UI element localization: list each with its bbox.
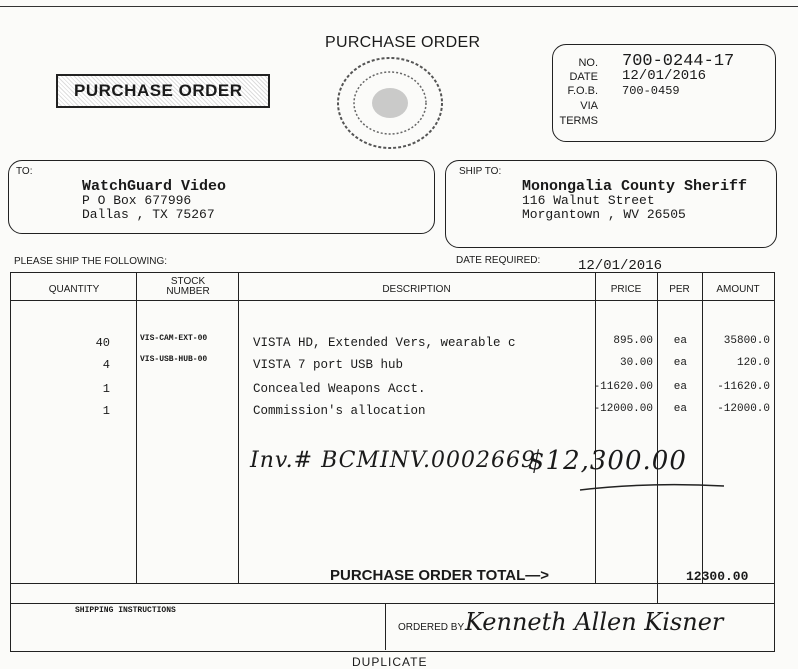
footer-divider xyxy=(385,603,386,650)
item-price: -11620.00 xyxy=(593,381,653,393)
county-seal xyxy=(335,55,445,151)
ship-to-name: Monongalia County Sheriff xyxy=(522,178,748,195)
item-desc: Commission's allocation xyxy=(253,404,426,418)
item-per: ea xyxy=(673,357,687,369)
item-per: ea xyxy=(673,403,687,415)
col-quantity: QUANTITY xyxy=(48,284,100,295)
col-divider-desc xyxy=(595,272,596,583)
col-divider-stock xyxy=(238,272,239,583)
stamp-label: PURCHASE ORDER xyxy=(74,81,243,100)
col-price: PRICE xyxy=(610,284,642,295)
ship-following-label: PLEASE SHIP THE FOLLOWING: xyxy=(14,256,168,267)
item-qty: 40 xyxy=(95,336,110,350)
item-qty: 4 xyxy=(102,358,110,372)
ship-to-address xyxy=(522,180,747,222)
item-amount: -11620.0 xyxy=(717,381,770,393)
col-amount: AMOUNT xyxy=(716,284,760,295)
vendor-address xyxy=(82,180,226,222)
top-rule xyxy=(0,6,798,7)
shipping-instructions-label: SHIPPING INSTRUCTIONS xyxy=(75,606,176,615)
vendor-line-2: Dallas , TX 75267 xyxy=(82,207,215,222)
handwritten-invoice-number: Inv.# BCMINV.0002669 xyxy=(250,448,536,473)
fob-value: 700-0459 xyxy=(622,84,680,98)
item-qty: 1 xyxy=(102,404,110,418)
item-desc: VISTA HD, Extended Vers, wearable c xyxy=(253,336,516,350)
po-number: 700-0244-17 xyxy=(622,52,735,71)
vendor-line-1: P O Box 677996 xyxy=(82,193,192,208)
item-desc: VISTA 7 port USB hub xyxy=(253,358,404,372)
handwritten-amount: $12,300.00 xyxy=(528,446,687,476)
col-divider-price xyxy=(657,272,658,583)
item-price: 895.00 xyxy=(613,335,653,347)
item-per: ea xyxy=(673,335,687,347)
item-stock: VIS-USB-HUB-00 xyxy=(140,355,208,364)
item-price: -12000.00 xyxy=(593,403,653,415)
order-date: 12/01/2016 xyxy=(622,68,707,84)
item-amount: 120.0 xyxy=(736,357,770,369)
ship-to-line-2: Morgantown , WV 26505 xyxy=(522,207,686,222)
duplicate-label: DUPLICATE xyxy=(352,655,428,669)
item-qty: 1 xyxy=(102,382,110,396)
ordered-by-signature: Kenneth Allen Kisner xyxy=(465,608,724,636)
via-label: VIA xyxy=(580,100,598,112)
item-price: 30.00 xyxy=(619,357,653,369)
item-amount: -12000.0 xyxy=(717,403,770,415)
no-label: NO. xyxy=(578,57,598,69)
page-title: PURCHASE ORDER xyxy=(325,34,481,51)
ordered-by-label: ORDERED BY xyxy=(398,622,465,633)
item-per: ea xyxy=(673,381,687,393)
ship-to-label: SHIP TO: xyxy=(459,166,502,177)
col-per: PER xyxy=(669,284,690,295)
date-required-value: 12/01/2016 xyxy=(578,258,663,274)
terms-label: TERMS xyxy=(559,115,598,127)
ship-to-line-1: 116 Walnut Street xyxy=(522,193,655,208)
vendor-name: WatchGuard Video xyxy=(82,178,227,195)
table-header-divider xyxy=(10,300,775,301)
date-required-label: DATE REQUIRED: xyxy=(456,255,541,266)
col-divider-per xyxy=(702,272,703,583)
col-description: DESCRIPTION xyxy=(382,284,451,295)
footer-top-line xyxy=(10,603,775,604)
po-total-value: 12300.00 xyxy=(686,569,749,584)
fob-label: F.O.B. xyxy=(567,85,598,97)
po-total-label: PURCHASE ORDER TOTAL—> xyxy=(330,567,550,584)
item-desc: Concealed Weapons Acct. xyxy=(253,382,426,396)
item-stock: VIS-CAM-EXT-00 xyxy=(140,334,208,343)
total-divider xyxy=(657,583,658,603)
to-label: TO: xyxy=(16,166,33,177)
date-label: DATE xyxy=(569,71,598,83)
item-amount: 35800.0 xyxy=(723,335,770,347)
col-divider-qty xyxy=(136,272,137,583)
handwritten-underline xyxy=(578,480,728,496)
col-stock-number: STOCK NUMBER xyxy=(166,276,210,297)
